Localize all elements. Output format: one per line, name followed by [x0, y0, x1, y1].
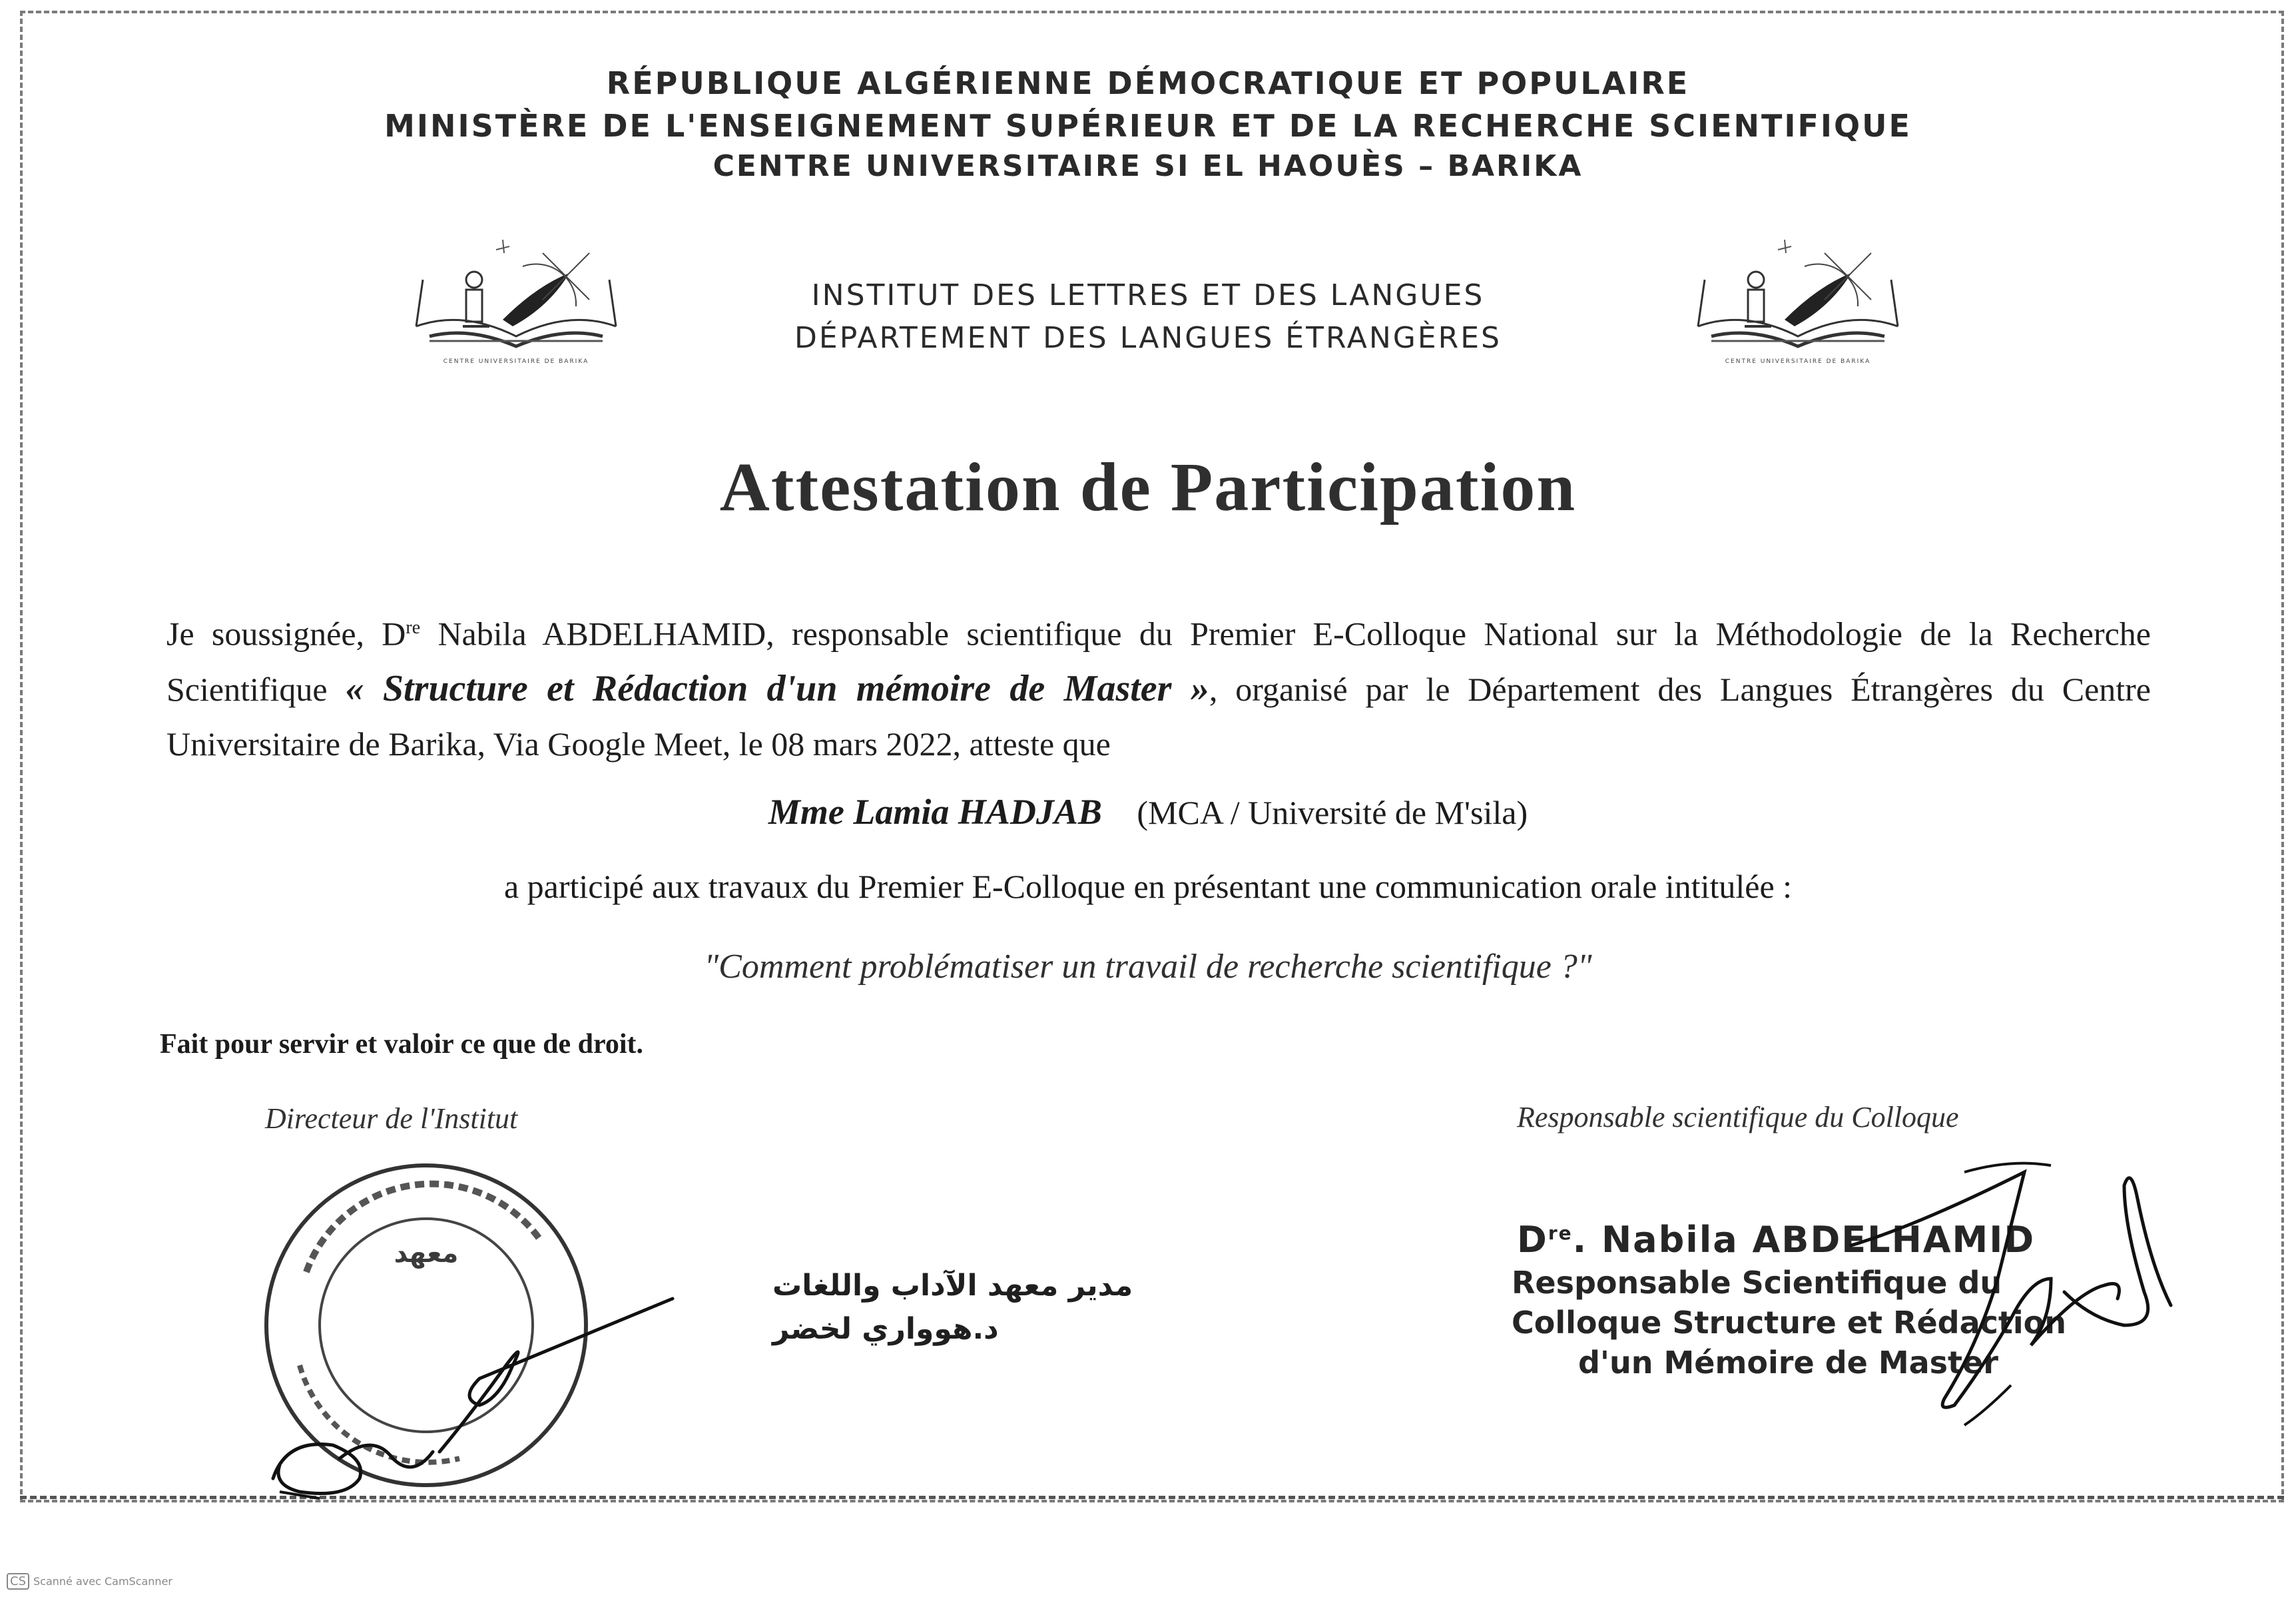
intro-text-a: Je soussignée, D — [166, 615, 406, 653]
header-republic: RÉPUBLIQUE ALGÉRIENNE DÉMOCRATIQUE ET POPULAIRE — [606, 65, 1690, 101]
document-title: Attestation de Participation — [719, 449, 1577, 525]
coordinator-name-b: . Nabila ABDELHAMID — [1572, 1219, 2036, 1261]
intro-text-b: Nabila ABDELHAMID, responsable scientifique du Premier E-Colloque National sur la Méthodologie de la Recherche Scientifique — [166, 615, 2151, 708]
coordinator-name-sup: re — [1548, 1222, 1573, 1244]
director-title: Directeur de l'Institut — [265, 1102, 518, 1135]
coordinator-role-line: Colloque Structure et Rédaction — [1512, 1305, 2067, 1341]
participant-affiliation: (MCA / Université de M'sila) — [1137, 794, 1528, 831]
logo-caption: CENTRE UNIVERSITAIRE DE BARIKA — [1725, 358, 1871, 365]
university-logo-icon — [403, 226, 629, 380]
intro-text-c: , organisé par le Département des Langues Étrangères du Centre Universitaire de Barika, Via Google Meet, le 08 mars 2022, atteste que — [166, 670, 2151, 763]
handwritten-signature-icon — [1811, 1145, 2184, 1432]
participant — [0, 791, 2296, 832]
attestation-paragraph — [166, 601, 2151, 771]
coordinator-name-a: D — [1517, 1219, 1548, 1261]
scanner-text: Scanné avec CamScanner — [33, 1575, 172, 1588]
logo-caption: CENTRE UNIVERSITAIRE DE BARIKA — [443, 358, 589, 365]
scanner-badge: CS — [7, 1573, 29, 1590]
header-institute: INSTITUT DES LETTRES ET DES LANGUES — [811, 278, 1485, 312]
communication-title: "Comment problématiser un travail de recherche scientifique ?" — [704, 948, 1592, 986]
official-stamp-icon — [260, 1145, 1133, 1505]
closing-formula: Fait pour servir et valoir ce que de droit. — [160, 1029, 643, 1060]
stamp-director-line: مدير معهد الآداب واللغات — [772, 1269, 1133, 1303]
stamp-center-text: معهد — [394, 1238, 459, 1269]
coordinator-role-line: d'un Mémoire de Master — [1578, 1345, 1998, 1381]
scanner-watermark — [7, 1573, 172, 1590]
participant-name: Mme Lamia HADJAB — [768, 792, 1102, 832]
coordinator-role-line: Responsable Scientifique du — [1512, 1265, 2002, 1301]
conference-title: « Structure et Rédaction d'un mémoire de Master » — [345, 667, 1209, 709]
university-logo-icon — [1685, 226, 1911, 380]
coordinator-title: Responsable scientifique du Colloque — [1517, 1101, 1959, 1133]
header-ministry: MINISTÈRE DE L'ENSEIGNEMENT SUPÉRIEUR ET DE LA RECHERCHE SCIENTIFIQUE — [384, 108, 1912, 144]
header-university: CENTRE UNIVERSITAIRE SI EL HAOUÈS – BARIKA — [713, 149, 1583, 183]
header-department: DÉPARTEMENT DES LANGUES ÉTRANGÈRES — [794, 321, 1502, 355]
stamp-director-name: د.هوواري لخضر — [772, 1312, 999, 1346]
participation-statement: a participé aux travaux du Premier E-Colloque en présentant une communication orale intitulée : — [503, 868, 1793, 905]
title-superscript: re — [406, 617, 421, 638]
